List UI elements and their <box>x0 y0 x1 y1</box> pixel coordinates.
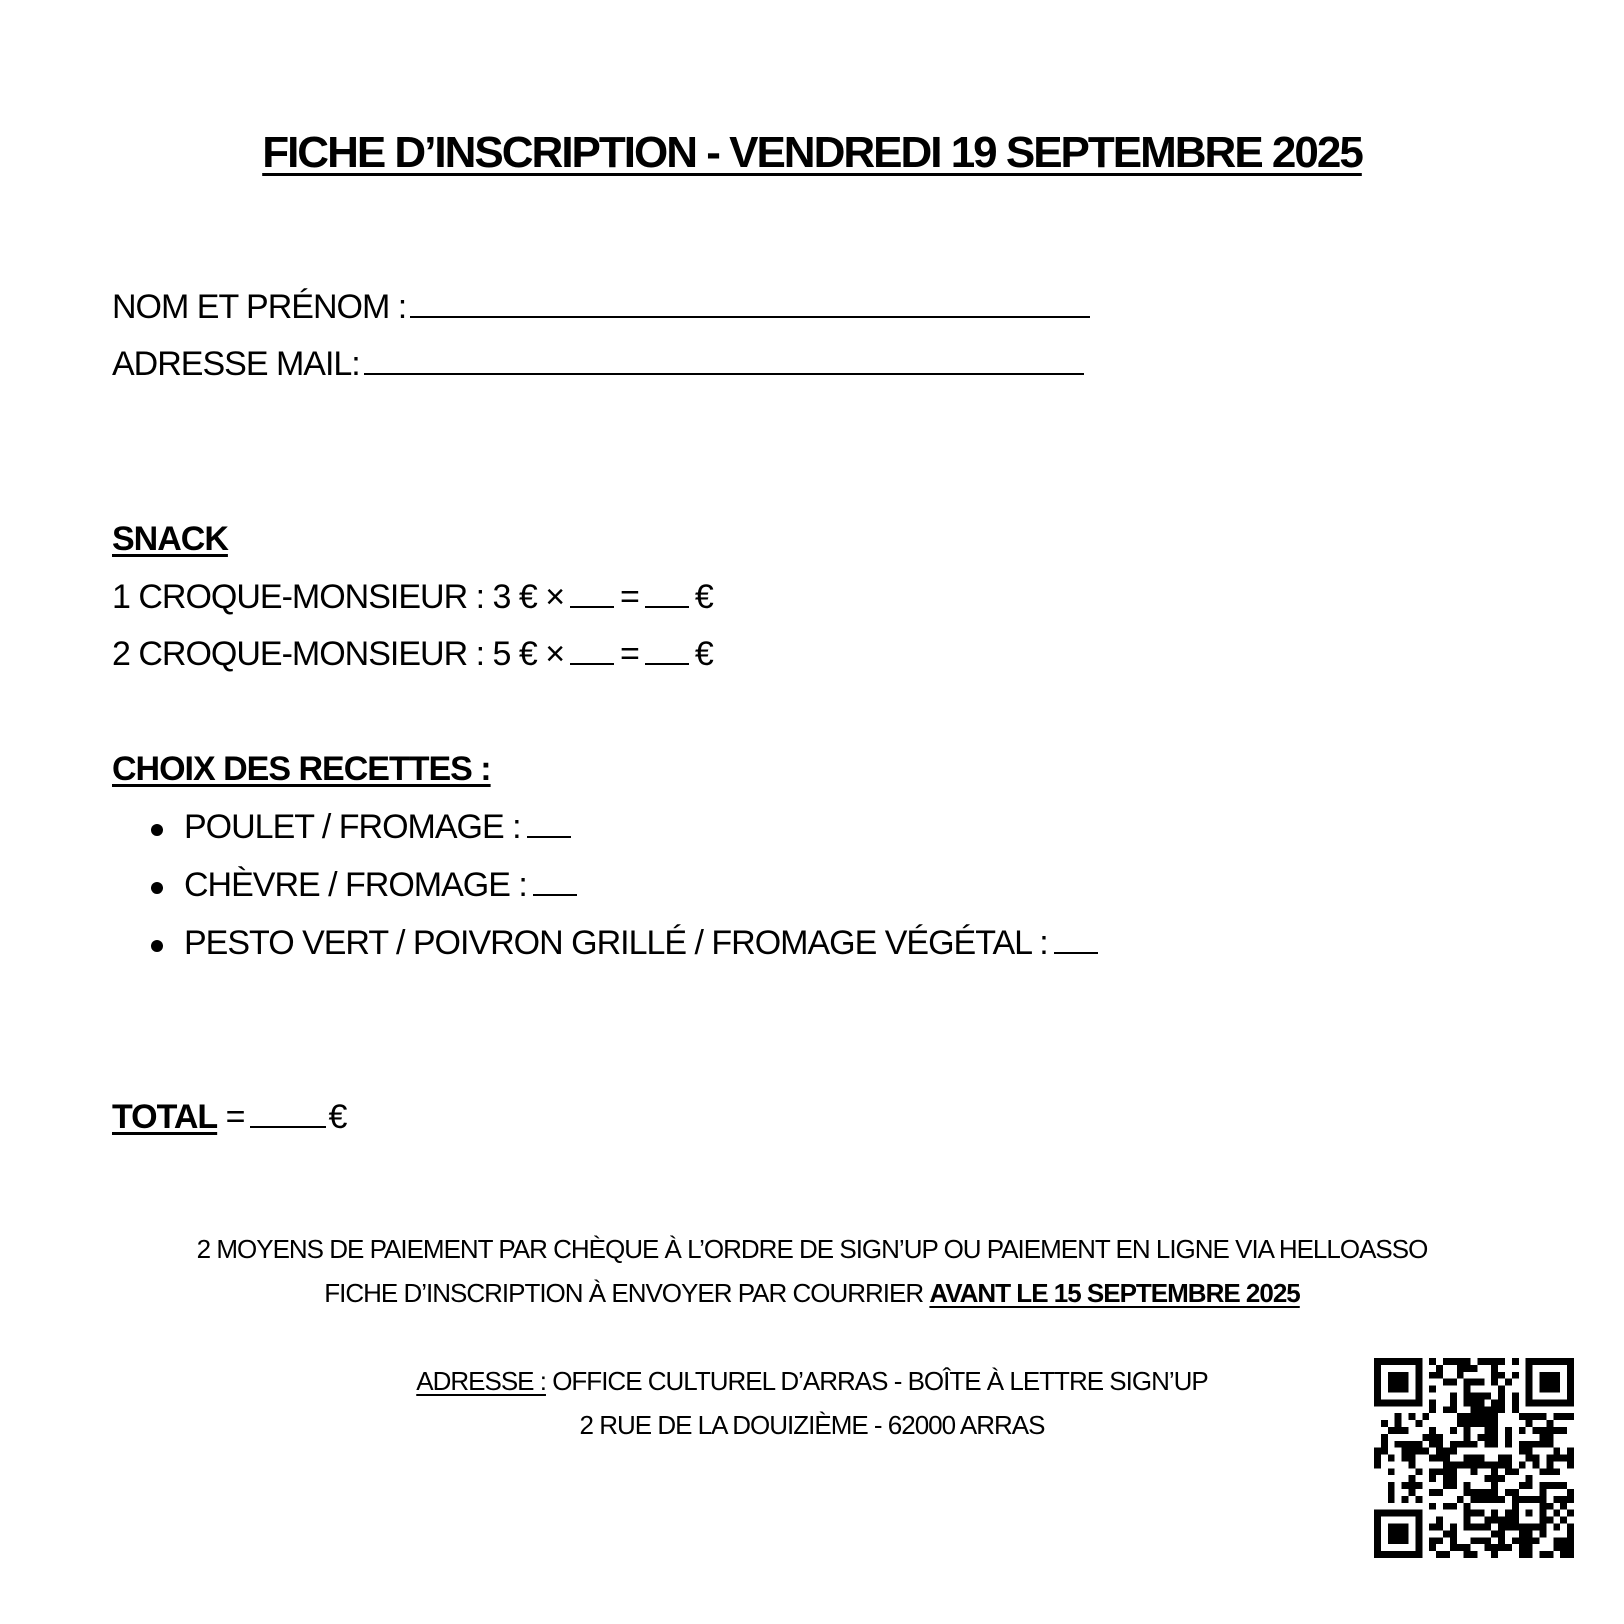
total-label: TOTAL <box>112 1098 218 1136</box>
bullet-icon <box>151 882 163 894</box>
subtotal-blank-2[interactable] <box>645 662 689 665</box>
equals-sign: = <box>620 578 639 616</box>
recipes-heading: CHOIX DES RECETTES : <box>112 750 491 788</box>
currency-symbol: € <box>328 1098 347 1136</box>
email-blank[interactable] <box>364 372 1084 375</box>
recipe-quantity-blank[interactable] <box>533 893 577 896</box>
bullet-icon <box>151 824 163 836</box>
recipe-quantity-blank[interactable] <box>1054 951 1098 954</box>
subtotal-blank-1[interactable] <box>645 605 689 608</box>
recipe-label: CHÈVRE / FROMAGE : <box>184 866 527 904</box>
name-field-label: NOM ET PRÉNOM : <box>112 288 407 326</box>
currency-symbol: € <box>694 578 713 616</box>
quantity-blank-1[interactable] <box>570 605 614 608</box>
recipe-item-goat-cheese <box>184 866 583 905</box>
snack-line-1 <box>112 578 713 617</box>
qr-code-icon[interactable] <box>1374 1358 1574 1558</box>
email-field-label: ADRESSE MAIL: <box>112 345 360 383</box>
currency-symbol: € <box>694 635 713 673</box>
email-field[interactable] <box>112 345 1084 384</box>
quantity-blank-2[interactable] <box>570 662 614 665</box>
address-label: ADRESSE : <box>416 1366 546 1396</box>
recipe-quantity-blank[interactable] <box>527 835 571 838</box>
snack-line-2 <box>112 635 713 674</box>
name-blank[interactable] <box>410 315 1090 318</box>
snack-line-2-text: 2 CROQUE-MONSIEUR : 5 € × <box>112 635 565 673</box>
page-title: FICHE D’INSCRIPTION - VENDREDI 19 SEPTEMBRE 2025 <box>262 128 1362 177</box>
total-line <box>112 1098 346 1137</box>
deadline-line <box>0 1278 1624 1309</box>
payment-info-line: 2 MOYENS DE PAIEMENT PAR CHÈQUE À L’ORDRE DE SIGN’UP OU PAIEMENT EN LIGNE VIA HELLOASSO <box>196 1234 1428 1264</box>
equals-sign: = <box>225 1098 245 1136</box>
recipe-label: PESTO VERT / POIVRON GRILLÉ / FROMAGE VÉGÉTAL : <box>184 924 1048 962</box>
deadline-date: AVANT LE 15 SEPTEMBRE 2025 <box>929 1278 1300 1308</box>
recipe-label: POULET / FROMAGE : <box>184 808 521 846</box>
recipe-item-chicken <box>184 808 577 847</box>
name-field[interactable] <box>112 288 1090 327</box>
recipe-item-vegan <box>184 924 1104 963</box>
deadline-text: FICHE D’INSCRIPTION À ENVOYER PAR COURRIER <box>324 1278 924 1308</box>
address-line-2: 2 RUE DE LA DOUIZIÈME - 62000 ARRAS <box>579 1410 1045 1440</box>
snack-line-1-text: 1 CROQUE-MONSIEUR : 3 € × <box>112 578 565 616</box>
equals-sign: = <box>620 635 639 673</box>
total-blank[interactable] <box>250 1125 326 1128</box>
bullet-icon <box>151 940 163 952</box>
snack-heading: SNACK <box>112 520 228 558</box>
address-text: OFFICE CULTUREL D’ARRAS - BOÎTE À LETTRE SIGN’UP <box>552 1366 1208 1396</box>
